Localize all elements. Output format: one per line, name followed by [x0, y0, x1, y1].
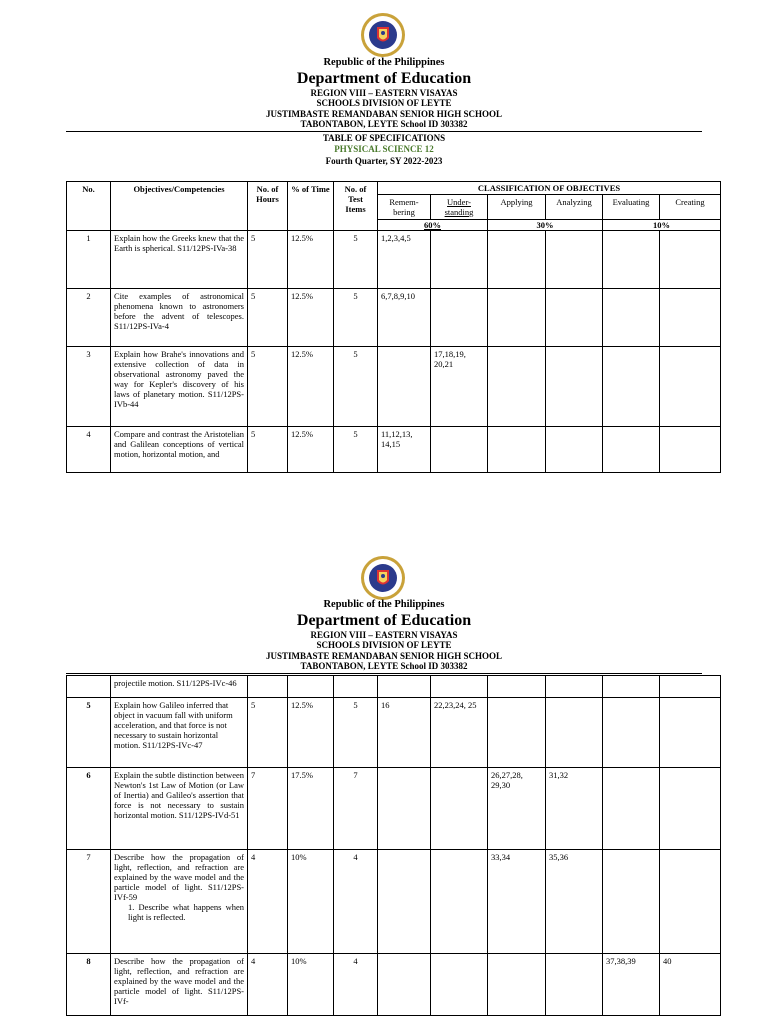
row-time: 12.5%	[288, 698, 334, 768]
row-remembering	[378, 954, 431, 1016]
school-line: JUSTIMBASTE REMANDABAN SENIOR HIGH SCHOOL	[265, 109, 503, 119]
address-line: TABONTABON, LEYTE School ID 303382	[300, 119, 468, 129]
row-understanding: 22,23,24, 25	[431, 698, 488, 768]
row-applying	[488, 698, 546, 768]
header-hours: No. of Hours	[248, 182, 288, 231]
deped-seal-icon	[360, 555, 406, 601]
header-applying: Applying	[488, 195, 546, 220]
row-analyzing	[546, 676, 603, 698]
row-analyzing: 35,36	[546, 850, 603, 954]
republic-line: Republic of the Philippines	[323, 57, 445, 68]
row-remembering: 6,7,8,9,10	[378, 289, 431, 347]
row-creating	[660, 427, 721, 473]
table-row	[67, 676, 721, 698]
row-creating	[660, 850, 721, 954]
row-remembering: 16	[378, 698, 431, 768]
row-objective: Compare and contrast the Aristotelian and Galilean conceptions of vertical motion, horizontal motion, and	[111, 427, 248, 473]
row-time: 17.5%	[288, 768, 334, 850]
row-analyzing	[546, 347, 603, 427]
header-no: No.	[67, 182, 111, 231]
row-applying: 33,34	[488, 850, 546, 954]
row-understanding	[431, 850, 488, 954]
row-no: 2	[67, 289, 111, 347]
row-applying	[488, 347, 546, 427]
row-understanding	[431, 427, 488, 473]
header-classification: CLASSIFICATION OF OBJECTIVES	[378, 182, 721, 195]
row-items: 5	[334, 427, 378, 473]
header-remembering: Remem-bering	[378, 195, 431, 220]
row-hours: 4	[248, 850, 288, 954]
row-hours	[248, 676, 288, 698]
row-applying	[488, 289, 546, 347]
table-row	[67, 850, 721, 954]
specifications-table-continued	[66, 675, 721, 1016]
quarter-title: Fourth Quarter, SY 2022-2023	[325, 156, 443, 166]
row-time: 10%	[288, 850, 334, 954]
row-objective: Explain how the Greeks knew that the Earth is spherical. S11/12PS-IVa-38	[111, 231, 248, 289]
row-evaluating	[603, 768, 660, 850]
header-understanding: Under-standing	[431, 195, 488, 220]
row-creating	[660, 289, 721, 347]
region-line: REGION VIII – EASTERN VISAYAS	[310, 88, 458, 98]
header-rule	[66, 131, 702, 132]
row-no: 6	[67, 768, 111, 850]
row-no: 1	[67, 231, 111, 289]
header-creating: Creating	[660, 195, 721, 220]
row-objective: Explain how Brahe's innovations and extensive collection of data in observational astronomy paved the way for Kepler's discovery of his laws of planetary motion. S11/12PS-IVb-44	[111, 347, 248, 427]
row-objective: Explain the subtle distinction between Newton's 1st Law of Motion (or Law of Inertia) and Galileo's assertion that force is not necessary to sustain horizontal motion. S11/12PS-IVd-51	[111, 768, 248, 850]
row-evaluating	[603, 347, 660, 427]
table-row	[67, 427, 721, 473]
row-analyzing	[546, 289, 603, 347]
row-hours: 5	[248, 289, 288, 347]
row-remembering	[378, 676, 431, 698]
header-analyzing: Analyzing	[546, 195, 603, 220]
row-analyzing	[546, 698, 603, 768]
row-no	[67, 676, 111, 698]
table-row	[67, 698, 721, 768]
row-objective: projectile motion. S11/12PS-IVc-46	[111, 676, 248, 698]
school-line: JUSTIMBASTE REMANDABAN SENIOR HIGH SCHOOL	[265, 651, 503, 661]
row-no: 8	[67, 954, 111, 1016]
row-items	[334, 676, 378, 698]
row-items: 5	[334, 347, 378, 427]
row-evaluating	[603, 427, 660, 473]
header-pct-30: 30%	[488, 220, 603, 231]
row-remembering	[378, 768, 431, 850]
row-applying	[488, 676, 546, 698]
row-evaluating	[603, 289, 660, 347]
row-objective	[111, 850, 248, 954]
table-row	[67, 954, 721, 1016]
table-row	[67, 289, 721, 347]
republic-line: Republic of the Philippines	[323, 599, 445, 610]
row-time: 12.5%	[288, 347, 334, 427]
row-analyzing	[546, 954, 603, 1016]
row-evaluating	[603, 231, 660, 289]
row-applying: 26,27,28, 29,30	[488, 768, 546, 850]
row-no: 4	[67, 427, 111, 473]
row-creating	[660, 676, 721, 698]
row-evaluating	[603, 850, 660, 954]
row-understanding	[431, 768, 488, 850]
address-line: TABONTABON, LEYTE School ID 303382	[300, 661, 468, 671]
subject-title: PHYSICAL SCIENCE 12	[334, 144, 434, 154]
row-time	[288, 676, 334, 698]
row-creating: 40	[660, 954, 721, 1016]
row-understanding	[431, 231, 488, 289]
row-remembering	[378, 347, 431, 427]
row-time: 12.5%	[288, 427, 334, 473]
row-time: 12.5%	[288, 231, 334, 289]
page-1	[0, 0, 768, 500]
header-pct-60: 60%	[378, 220, 488, 231]
row-objective: Describe how the propagation of light, reflection, and refraction are explained by the wave model and the particle model of light. S11/12PS-IVf-	[111, 954, 248, 1016]
row-evaluating	[603, 676, 660, 698]
department-title: Department of Education	[296, 612, 472, 629]
row-creating	[660, 347, 721, 427]
header-pct-10: 10%	[603, 220, 721, 231]
row-understanding: 17,18,19, 20,21	[431, 347, 488, 427]
row-hours: 7	[248, 768, 288, 850]
tos-title: TABLE OF SPECIFICATIONS	[322, 133, 446, 143]
row-analyzing: 31,32	[546, 768, 603, 850]
deped-seal-icon	[360, 12, 406, 58]
row-hours: 5	[248, 427, 288, 473]
row-remembering	[378, 850, 431, 954]
row-applying	[488, 231, 546, 289]
table-row	[67, 347, 721, 427]
row-items: 4	[334, 850, 378, 954]
row-creating	[660, 231, 721, 289]
row-analyzing	[546, 231, 603, 289]
department-title: Department of Education	[296, 70, 472, 87]
row-hours: 5	[248, 347, 288, 427]
row-hours: 5	[248, 231, 288, 289]
row-items: 5	[334, 231, 378, 289]
header-items: No. of Test Items	[334, 182, 378, 231]
row-time: 12.5%	[288, 289, 334, 347]
row-items: 4	[334, 954, 378, 1016]
header-time: % of Time	[288, 182, 334, 231]
row-no: 3	[67, 347, 111, 427]
row-objective: Explain how Galileo inferred that object in vacuum fall with uniform acceleration, and that force is not necessary to sustain horizontal motion. S11/12PS-IVc-47	[111, 698, 248, 768]
row-understanding	[431, 676, 488, 698]
row-items: 5	[334, 698, 378, 768]
row-applying	[488, 954, 546, 1016]
row-creating	[660, 698, 721, 768]
table-row	[67, 768, 721, 850]
row-no: 5	[67, 698, 111, 768]
row-hours: 4	[248, 954, 288, 1016]
division-line: SCHOOLS DIVISION OF LEYTE	[316, 640, 452, 650]
specifications-table	[66, 181, 721, 473]
row-remembering: 11,12,13, 14,15	[378, 427, 431, 473]
header-evaluating: Evaluating	[603, 195, 660, 220]
region-line: REGION VIII – EASTERN VISAYAS	[310, 630, 458, 640]
row-evaluating: 37,38,39	[603, 954, 660, 1016]
division-line: SCHOOLS DIVISION OF LEYTE	[316, 98, 452, 108]
row-objective-text: Describe how the propagation of light, reflection, and refraction are explained by the wave model and the particle model of light. S11/12PS-IVf-59	[114, 852, 244, 903]
row-evaluating	[603, 698, 660, 768]
row-hours: 5	[248, 698, 288, 768]
header-objectives: Objectives/Competencies	[111, 182, 248, 231]
row-time: 10%	[288, 954, 334, 1016]
row-objective-subitem: 1. Describe what happens when light is reflected.	[128, 902, 244, 923]
header-rule	[66, 673, 702, 674]
page-2	[0, 555, 768, 1024]
row-applying	[488, 427, 546, 473]
row-no: 7	[67, 850, 111, 954]
row-analyzing	[546, 427, 603, 473]
row-remembering: 1,2,3,4,5	[378, 231, 431, 289]
row-items: 5	[334, 289, 378, 347]
row-understanding	[431, 954, 488, 1016]
row-items: 7	[334, 768, 378, 850]
table-row	[67, 231, 721, 289]
row-understanding	[431, 289, 488, 347]
row-creating	[660, 768, 721, 850]
row-objective: Cite examples of astronomical phenomena known to astronomers before the advent of telescopes. S11/12PS-IVa-4	[111, 289, 248, 347]
